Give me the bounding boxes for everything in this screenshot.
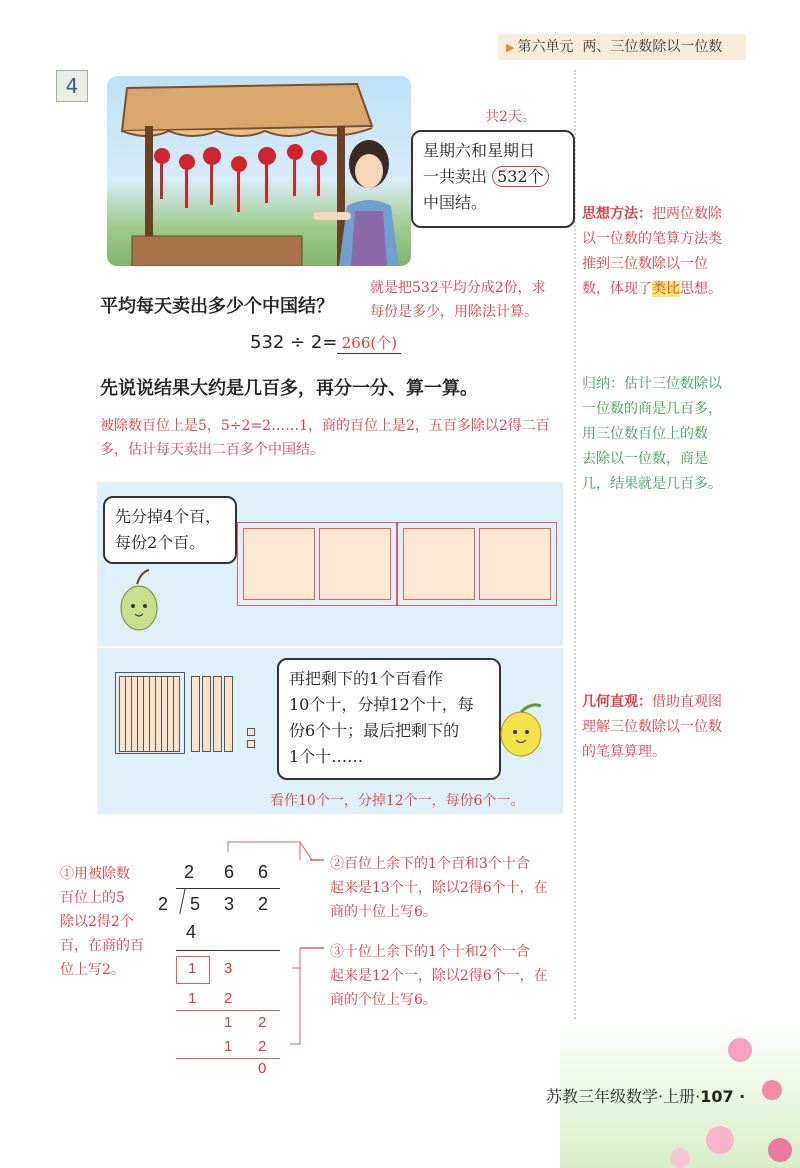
left-note-line: ①用被除数 [60,866,130,882]
dividend-tens: 3 [224,894,235,914]
step2-note-line: 商的十位上写6。 [330,904,437,920]
unit-cube [247,728,255,736]
left-note-line: 除以2得2个 [60,914,134,930]
step3-note-line: 起来是12个一，除以2得6个一，在 [330,968,548,984]
speech-line-3: 中国结。 [423,193,488,212]
bubble2-line-1: 再把剩下的1个百看作 [289,669,444,688]
connector-lines [220,840,330,1060]
unit-cube [247,740,255,748]
circled-number [492,166,549,187]
equation-answer: 266(个) [337,332,401,354]
side-note-thinking [582,202,752,302]
speech-sold-text: 一共卖出 [423,167,488,186]
bubble1-line-1: 先分掉4个百， [115,507,222,526]
bubble2-line-2: 10个十，分掉12个十，每 [289,695,474,714]
page-footer [546,1084,745,1107]
bubble-split-tens [277,658,501,780]
page-number: 107 [700,1087,734,1106]
question-note-line-1: 就是把532平均分成2份，求 [370,280,546,296]
step3-note-line: 商的个位上写6。 [330,992,437,1008]
step2-note [330,852,548,924]
hundred-square [479,528,551,600]
summary-line: 几，结果就是几百多。 [582,476,722,492]
thinking-line: 数，体现了 [582,281,652,297]
lady-speech-bubble [411,130,575,228]
speech-line-2 [423,164,563,190]
step4-ones: 2 [258,1014,267,1031]
geometry-line: 理解三位数除以一位数 [582,719,722,735]
quotient-ones: 6 [258,862,269,882]
dividend-ones: 2 [258,894,269,914]
summary-line: 一位数的商是几百多， [582,401,722,417]
lemon-character-icon [491,698,551,770]
chapter-title: 两、三位数除以一位数 [582,39,723,55]
step1-product: 4 [186,922,197,942]
equation-text: 532 ÷ 2= [250,332,338,353]
division-bracket [169,888,186,914]
note-total-days: 共2天。 [485,109,536,125]
left-note-line: 百，在商的百 [60,938,144,954]
thinking-line: 以一位数的笔算方法类 [582,231,722,247]
summary-label: 归纳： [582,376,624,392]
geometry-line: 的笔算算理。 [582,744,666,760]
chapter-header [498,34,746,60]
hundred-square [403,528,475,600]
bubble1-line-2: 每份2个百。 [115,533,206,552]
estimate-note [100,414,550,462]
note-tens-bubble: 看作10个一，分掉12个一，每份6个一。 [270,793,525,809]
footer-dot: · [739,1087,746,1106]
ten-rod [213,676,222,752]
quotient-hundreds: 2 [184,862,195,882]
step5-ones: 2 [258,1038,267,1055]
left-note-line: 百位上的5 [60,890,125,906]
sold-unit: 个 [527,167,544,186]
step3-note [330,940,548,1012]
hundred-square [319,528,391,600]
sold-count: 532 [497,167,528,186]
side-note-geometry [582,690,752,765]
step3-tens: 1 [188,990,197,1007]
divisor: 2 [158,894,169,914]
stall-scene-image [107,76,411,266]
hundreds-panel [97,482,563,646]
summary-line: 用三位数百位上的数 [582,426,708,442]
pear-character-icon [109,564,169,640]
thinking-tail: 思想。 [680,281,722,297]
ten-rods-box [115,672,185,754]
thinking-line: 推到三位数除以一位 [582,256,708,272]
step2-tens: 1 [188,960,197,977]
step4-tens: 1 [224,1014,233,1031]
speech-line-1: 星期六和星期日 [423,141,536,160]
hundred-square [243,528,315,600]
remainder: 0 [258,1060,267,1077]
ten-rod [224,676,233,752]
summary-line: 去除以一位数，商是 [582,451,708,467]
instruction-text: 先说说结果大约是几百多，再分一分、算一算。 [100,378,478,399]
step3-ones: 2 [224,990,233,1007]
ten-rod [202,676,211,752]
step2-note-line: ②百位上余下的1个百和3个十合 [330,856,530,872]
step3-note-line: ③十位上余下的1个十和2个一合 [330,944,530,960]
bubble-split-hundreds [103,496,237,564]
step2-ones: 3 [224,960,233,977]
geometry-label: 几何直观： [582,694,652,710]
question-note-line-2: 每份是多少，用除法计算。 [370,304,538,320]
bubble2-line-3: 份6个十；最后把剩下的 [289,721,460,740]
bubble2-line-4: 1个十…… [289,747,364,766]
geometry-line: 借助直观图 [652,694,722,710]
step2-note-line: 起来是13个十，除以2得6个十，在 [330,880,548,896]
unit-label: 第六单元 [517,39,574,55]
example-number: 4 [56,70,88,102]
dividend-hundreds: 5 [190,894,201,914]
triangle-icon: ▶ [506,41,515,54]
question-text: 平均每天卖出多少个中国结？ [100,296,334,317]
thinking-highlight: 类比 [652,281,680,297]
market-stall-illustration [107,76,411,266]
thinking-line: 把两位数除 [652,206,722,222]
side-note-summary [582,372,752,497]
left-note-line: 位上写2。 [60,962,125,978]
thinking-label: 思想方法： [582,206,652,222]
estimate-note-line-2: 多，估计每天卖出二百多个中国结。 [100,442,324,458]
summary-line: 估计三位数除以 [624,376,722,392]
left-step-note [60,862,144,982]
step5-tens: 1 [224,1038,233,1055]
book-title: 苏教三年级数学·上册· [546,1087,701,1106]
quotient-tens: 6 [224,862,235,882]
question-note [370,276,546,324]
estimate-note-line-1: 被除数百位上是5，5÷2=2……1，商的百位上是2，五百多除以2得二百 [100,418,550,434]
ten-rod [191,676,200,752]
equation [250,332,401,354]
